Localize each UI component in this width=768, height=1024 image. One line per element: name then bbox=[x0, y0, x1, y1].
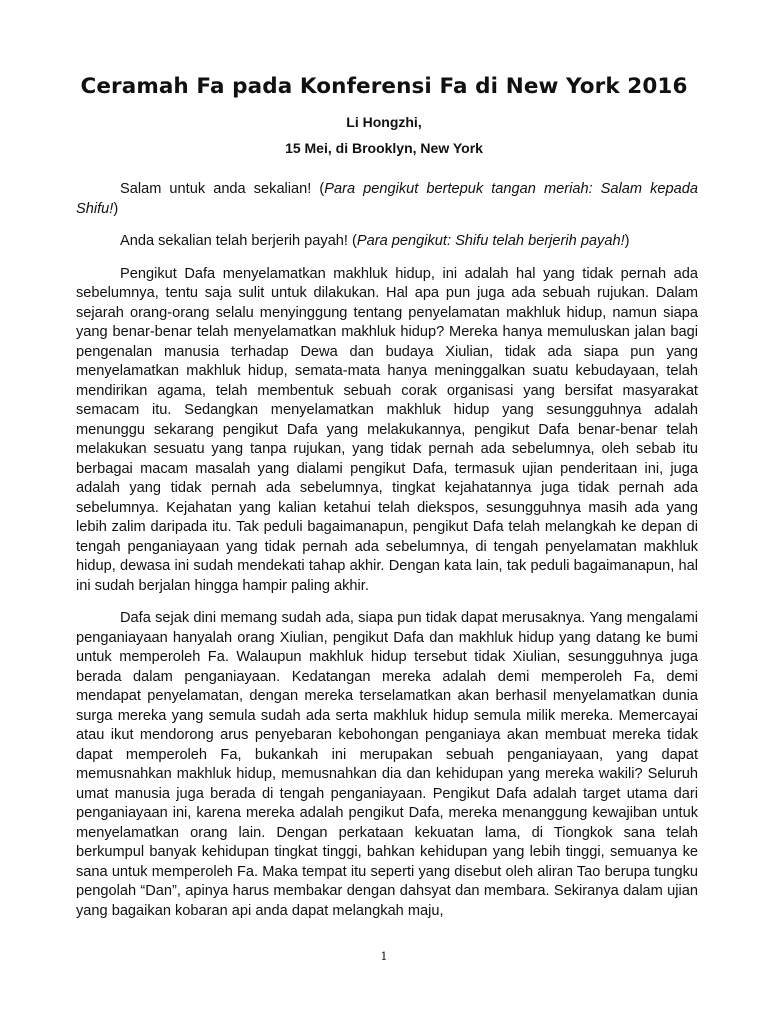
paragraph-thanks-close: ) bbox=[624, 233, 630, 249]
paragraph-thanks bbox=[76, 232, 698, 252]
paragraph-4: Dafa sejak dini memang sudah ada, siapa pun tidak dapat merusaknya. Yang mengalami penganiayaan hanyalah orang Xiulian, pengikut Dafa dan makhluk hidup yang datang ke bumi untuk memperoleh Fa. Walaupun makhluk hidup tersebut tidak Xiulian, sesungguhnya juga berada dalam penganiayaan. Kedatangan mereka adalah demi memperoleh Fa, demi mendapat penyelamatan, dengan mereka terselamatkan akan berhasil menyelamatkan dunia surga mereka yang semula sudah ada serta makhluk hidup semula milik mereka. Memercayai atau ikut mendorong arus penyebaran kebohongan penganiaya akan membuat mereka tidak dapat memperoleh Fa, bukankah ini merupakan sebuah penganiayaan, yang dapat memusnahkan makhluk hidup, memusnahkan dia dan kehidupan yang mereka wakili? Seluruh umat manusia juga berada di tengah penganiayaan. Pengikut Dafa adalah target utama dari penganiayaan ini, karena mereka adalah pengikut Dafa, mereka menanggung kewajiban untuk menyelamatkan orang lain. Dengan perkataan kekuatan lama, di Tiongkok sana telah berkumpul banyak kehidupan tingkat tinggi, bahkan kehidupan yang lebih tinggi, semuanya ke sana untuk memperoleh Fa. Maka tempat itu seperti yang disebut oleh aliran Tao berupa tungku pengolah “Dan”, apinya harus membakar dengan dahsyat dan membara. Sekiranya dalam ujian yang bagaikan kobaran api anda dapat melangkah maju, bbox=[76, 610, 698, 919]
paragraph-greeting-close: ) bbox=[113, 200, 119, 217]
paragraph-thanks-text: Anda sekalian telah berjerih payah! ( bbox=[120, 233, 357, 249]
paragraph-greeting-italic: Para pengikut bertepuk tangan meriah: Salam kepada Shifu! bbox=[76, 181, 698, 217]
paragraph-thanks-italic: Para pengikut: Shifu telah berjerih payah! bbox=[356, 233, 625, 249]
page-number: 1 bbox=[380, 950, 388, 963]
paragraph-greeting bbox=[76, 180, 698, 219]
paragraph-3: Pengikut Dafa menyelamatkan makhluk hidup, ini adalah hal yang tidak pernah ada sebelumnya, tentu saja sulit untuk dilakukan. Hal apa pun juga ada sebuah rujukan. Dalam sejarah orang-orang selalu menyinggung tentang penyelamatan makhluk hidup, namun siapa yang benar-benar telah menyelamatkan makhluk hidup? Mereka hanya memuluskan jalan bagi pengenalan manusia terhadap Dewa dan budaya Xiulian, tidak ada siapa pun yang menyelamatkan makhluk hidup, semata-mata hanya meninggalkan suatu kebudayaan, telah mendirikan agama, telah membentuk sebuah corak organisasi yang bersifat masyarakat semacam itu. Sedangkan menyelamatkan makhluk hidup yang sesungguhnya adalah menunggu sekarang pengikut Dafa yang melakukannya, pengikut Dafa benar-benar telah melakukan sesuatu yang tanpa rujukan, yang tidak pernah ada sebelumnya, oleh sebab itu berbagai macam masalah yang dialami pengikut Dafa, termasuk ujian penderitaan ini, juga adalah yang tidak pernah ada sebelumnya, tingkat kejahatannya juga tidak pernah ada sebelumnya. Kejahatan yang kalian ketahui telah diekspos, sesungguhnya masih ada yang lebih zalim daripada itu. Tak peduli bagaimanapun, pengikut Dafa telah melangkah ke depan di tengah penganiayaan yang tidak pernah ada sebelumnya, di tengah penyelamatan makhluk hidup, dewasa ini sudah mendekati tahap akhir. Dengan kata lain, tak peduli bagaimanapun, hal ini sudah berjalan hingga hampir paling akhir. bbox=[76, 265, 698, 594]
document-title: Ceramah Fa pada Konferensi Fa di New York 2016 bbox=[80, 74, 688, 99]
paragraph-greeting-text: Salam untuk anda sekalian! ( bbox=[120, 181, 325, 197]
document-body bbox=[76, 180, 698, 921]
document-author: Li Hongzhi, bbox=[346, 114, 422, 130]
document-date-location: 15 Mei, di Brooklyn, New York bbox=[285, 140, 483, 156]
